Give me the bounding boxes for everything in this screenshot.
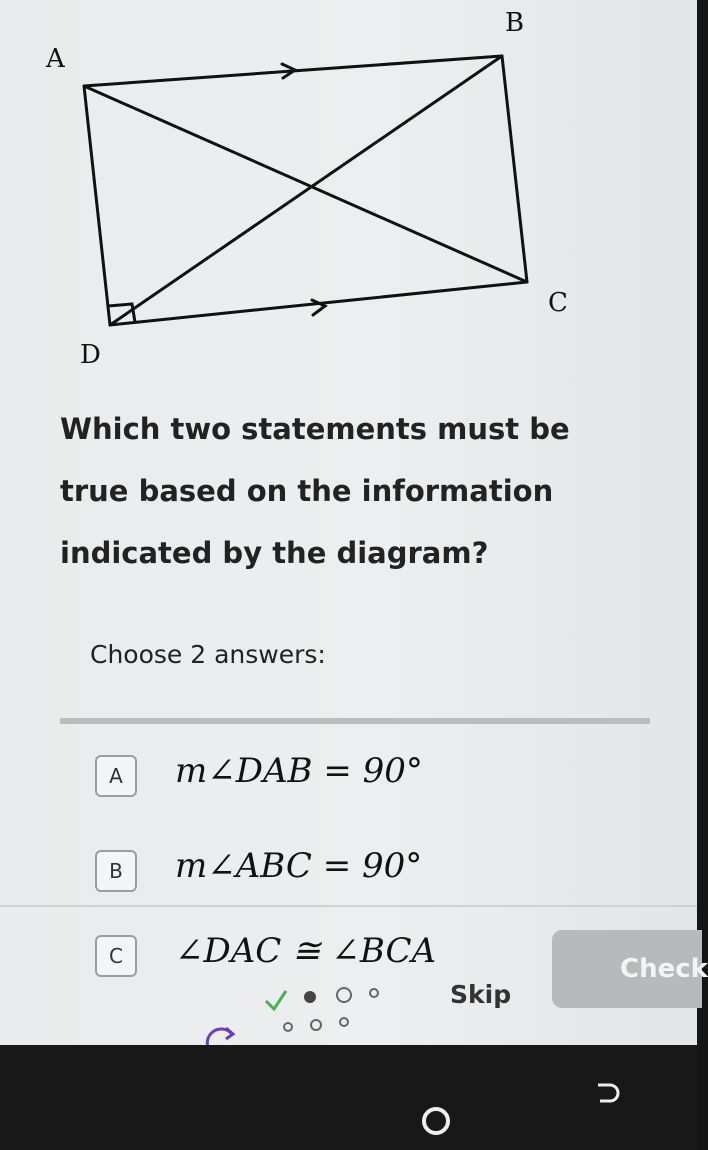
skip-button[interactable]: Skip xyxy=(450,980,512,1009)
progress-dot-icon xyxy=(311,1020,321,1030)
vertex-label-b: B xyxy=(505,8,525,38)
vertex-label-d: D xyxy=(80,340,101,370)
answer-option-b[interactable] xyxy=(95,846,575,920)
side-da xyxy=(84,86,110,325)
phone-navigation-bar xyxy=(0,1045,697,1150)
right-angle-mark xyxy=(108,304,135,322)
footer-divider xyxy=(0,905,697,907)
progress-indicator xyxy=(262,975,392,1045)
side-bc xyxy=(502,56,527,282)
progress-dot-icon xyxy=(304,991,316,1003)
vertex-label-a: A xyxy=(46,44,65,74)
check-button[interactable]: Check xyxy=(552,930,702,1008)
vertex-label-c: C xyxy=(548,288,568,318)
rectangle-diagram xyxy=(0,0,697,400)
option-key-a: A xyxy=(95,755,137,797)
option-text-a: m∠DAB = 90° xyxy=(175,751,423,791)
diagonal-bd xyxy=(110,56,502,325)
option-key-c: C xyxy=(95,935,137,977)
progress-dot-icon xyxy=(370,989,378,997)
progress-dot-icon xyxy=(340,1018,348,1026)
progress-check-icon xyxy=(266,991,286,1009)
diagonal-ac xyxy=(84,86,527,282)
instructions-text: Choose 2 answers: xyxy=(90,640,326,669)
back-arrow-icon[interactable] xyxy=(588,1075,624,1111)
divider xyxy=(60,718,650,724)
progress-dot-icon xyxy=(284,1023,292,1031)
option-text-b: m∠ABC = 90° xyxy=(175,846,423,886)
progress-dot-icon xyxy=(337,988,351,1002)
option-key-b: B xyxy=(95,850,137,892)
home-circle-icon[interactable] xyxy=(418,1103,454,1139)
answer-option-a[interactable] xyxy=(95,751,575,825)
question-text: Which two statements must be true based on the information indicated by the diagram? xyxy=(60,412,570,570)
option-text-c: ∠DAC ≅ ∠BCA xyxy=(175,931,437,971)
